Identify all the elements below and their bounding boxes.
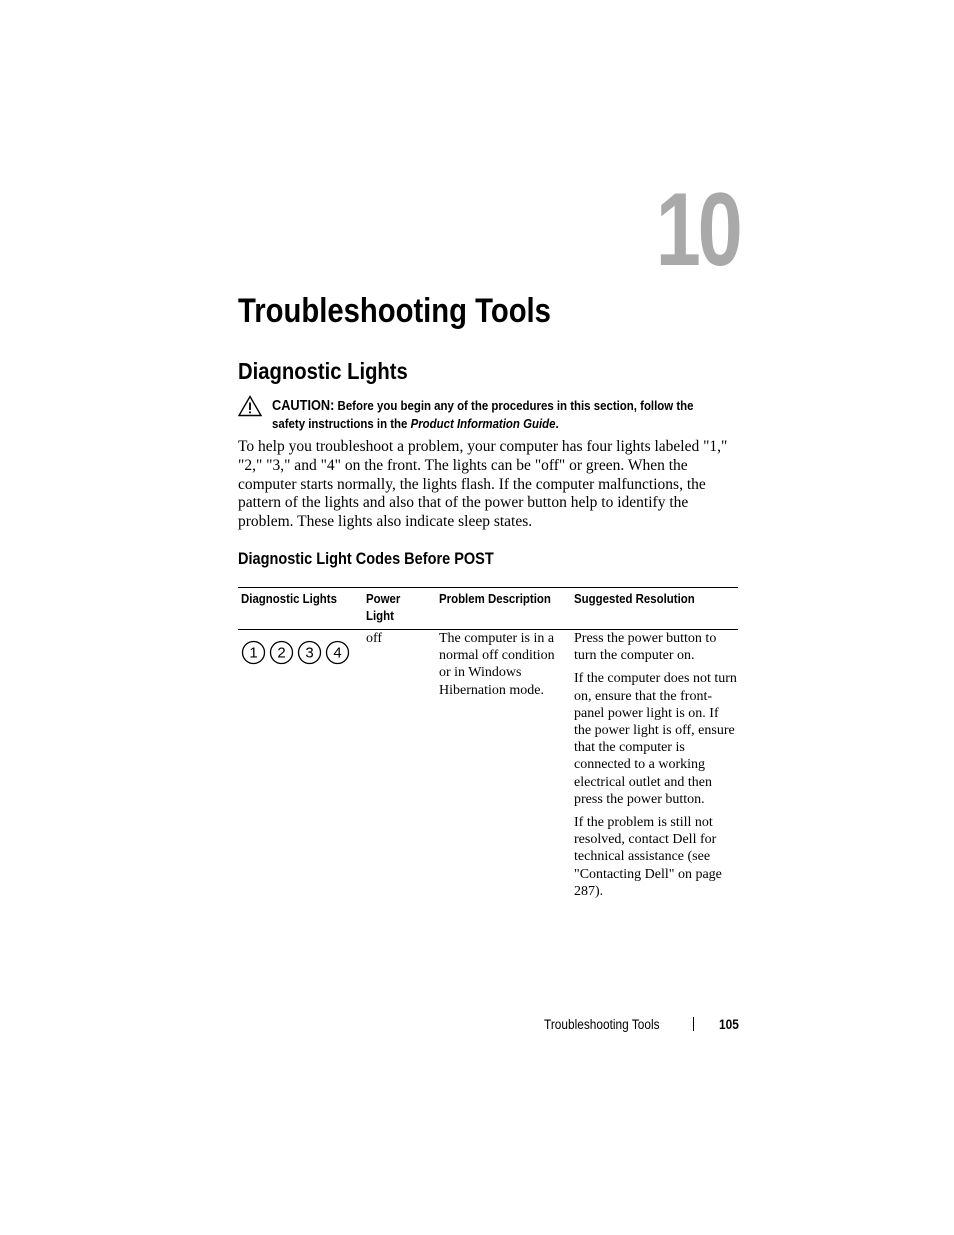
caution-body: Before you begin any of the procedures in this section, follow the safety instructions in the [272,398,694,431]
diagnostic-light-4-label: 4 [333,644,342,662]
intro-paragraph: To help you troubleshoot a problem, your computer has four lights labeled "1," "2," "3," and "4" on the front. The lights can be "off" or green. When the computer starts normally, the lights flash. If the computer malfunctions, the pattern of the lights and also that of the power button help to identify the problem. These lights also indicate sleep states. [238,438,728,531]
caution-text [272,397,730,432]
resolution-paragraph: If the computer does not turn on, ensure that the front-panel power light is on. If the power light is off, ensure that the computer is connected to a working electrical outlet and then press the power button. [574,671,737,807]
caution-label: CAUTION: [272,398,335,414]
header-power-light: Power Light [366,591,401,623]
diagnostic-light-2 [271,642,293,664]
diagnostic-light-1-label: 1 [249,644,258,662]
section-title: Diagnostic Lights [238,358,408,384]
subsection-title: Diagnostic Light Codes Before POST [238,550,494,568]
chapter-number: 10 [656,172,740,288]
footer-page-number: 105 [719,1017,739,1032]
diagnostic-light-1 [243,642,265,664]
warning-triangle-icon [238,395,262,417]
cell-problem-description: The computer is in a normal off condition or in Windows Hibernation mode. [439,631,555,698]
cell-suggested-resolution [574,630,738,906]
chapter-title: Troubleshooting Tools [238,292,551,330]
caution-guide-title: Product Information Guide [410,416,556,431]
header-problem-description: Problem Description [439,591,551,606]
diagnostic-light-3 [299,642,321,664]
caution-note [238,395,738,435]
diagnostic-light-4 [327,642,349,664]
diagnostic-light-2-label: 2 [277,644,286,662]
cell-power-light: off [366,631,383,646]
diagnostic-light-3-label: 3 [305,644,314,662]
resolution-paragraph: Press the power button to turn the computer on. [574,631,717,664]
diagnostic-lights-icon [241,640,353,666]
table-top-rule [238,587,738,588]
header-diagnostic-lights: Diagnostic Lights [241,591,337,606]
header-suggested-resolution: Suggested Resolution [574,591,695,606]
footer-chapter-title: Troubleshooting Tools [544,1017,660,1032]
footer-separator [693,1017,694,1031]
caution-end: . [555,416,559,431]
resolution-paragraph: If the problem is still not resolved, contact Dell for technical assistance (see "Contacting Dell" on page 287). [574,815,722,899]
